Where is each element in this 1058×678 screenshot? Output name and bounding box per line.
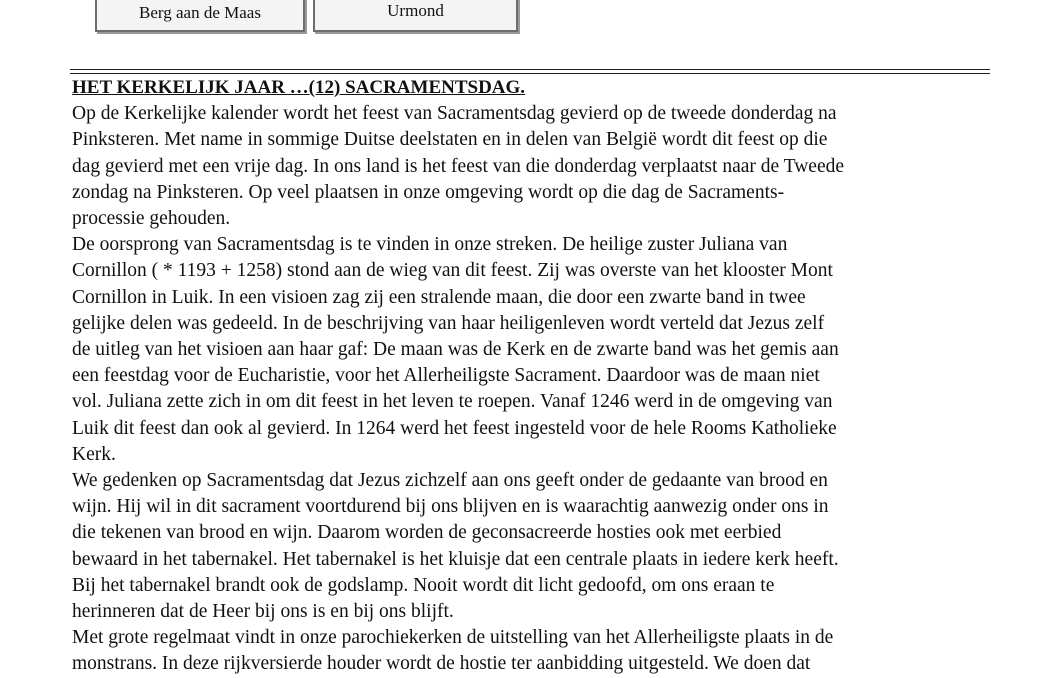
article-line: een feestdag voor de Eucharistie, voor het Allerheiligste Sacrament. Daardoor was de maan niet	[72, 365, 820, 387]
article-line: Op de Kerkelijke kalender wordt het feest van Sacramentsdag gevierd op de tweede donderdag na	[72, 103, 837, 125]
article-line: wijn. Hij wil in dit sacrament voortdurend bij ons blijven en is waarachtig aanwezig onder ons in	[72, 496, 829, 518]
article-line: monstrans. In deze rijkversierde houder wordt de hostie ter aanbidding uitgesteld. We doen dat	[72, 653, 811, 675]
article-line: processie gehouden.	[72, 208, 231, 230]
tab-urmond[interactable]: Urmond	[313, 0, 518, 32]
article-line: gelijke delen was gedeeld. In de beschrijving van haar heiligenleven wordt verteld dat Jezus zelf	[72, 312, 825, 334]
article-line: Cornillon ( * 1193 + 1258) stond aan de wieg van dit feest. Zij was overste van het klooster Mont	[72, 260, 833, 282]
article-line: De oorsprong van Sacramentsdag is te vinden in onze streken. De heilige zuster Juliana van	[72, 234, 788, 256]
article-line: Cornillon in Luik. In een visioen zag zij een stralende maan, die door een zwarte band in twee	[72, 286, 806, 308]
article-line: herinneren dat de Heer bij ons is en bij ons blijft.	[72, 601, 454, 623]
tab-berg-aan-de-maas[interactable]: Berg aan de Maas	[95, 0, 305, 32]
article-line: zondag na Pinksteren. Op veel plaatsen in onze omgeving wordt op die dag de Sacraments-	[72, 181, 785, 203]
article	[72, 75, 997, 678]
article-line: de uitleg van het visioen aan haar gaf: De maan was de Kerk en de zwarte band was het gemis aan	[72, 339, 839, 361]
article-line: Kerk.	[72, 443, 116, 465]
double-rule-bottom	[70, 73, 990, 74]
article-line: bewaard in het tabernakel. Het tabernakel is het kluisje dat een centrale plaats in iedere kerk heeft.	[72, 548, 839, 570]
article-heading: HET KERKELIJK JAAR …(12) SACRAMENTSDAG.	[72, 77, 526, 98]
article-line: We gedenken op Sacramentsdag dat Jezus zichzelf aan ons geeft onder de gedaante van brood en	[72, 470, 828, 492]
article-line: vol. Juliana zette zich in om dit feest in het leven te roepen. Vanaf 1246 werd in de omgeving van	[72, 391, 833, 413]
article-line: Pinksteren. Met name in sommige Duitse deelstaten en in delen van België wordt dit feest op die	[72, 129, 828, 151]
article-line: Bij het tabernakel brandt ook de godslamp. Nooit wordt dit licht gedoofd, om ons eraan te	[72, 574, 775, 596]
article-line: die tekenen van brood en wijn. Daarom worden de geconsacreerde hosties ook met eerbied	[72, 522, 782, 544]
double-rule-top	[70, 69, 990, 70]
article-line: Luik dit feest dan ook al gevierd. In 1264 werd het feest ingesteld voor de hele Rooms Katholieke	[72, 417, 837, 439]
article-line: Met grote regelmaat vindt in onze parochiekerken de uitstelling van het Allerheiligste plaats in de	[72, 627, 834, 649]
article-line: dag gevierd met een vrije dag. In ons land is het feest van die donderdag verplaatst naar de Tweede	[72, 155, 845, 177]
